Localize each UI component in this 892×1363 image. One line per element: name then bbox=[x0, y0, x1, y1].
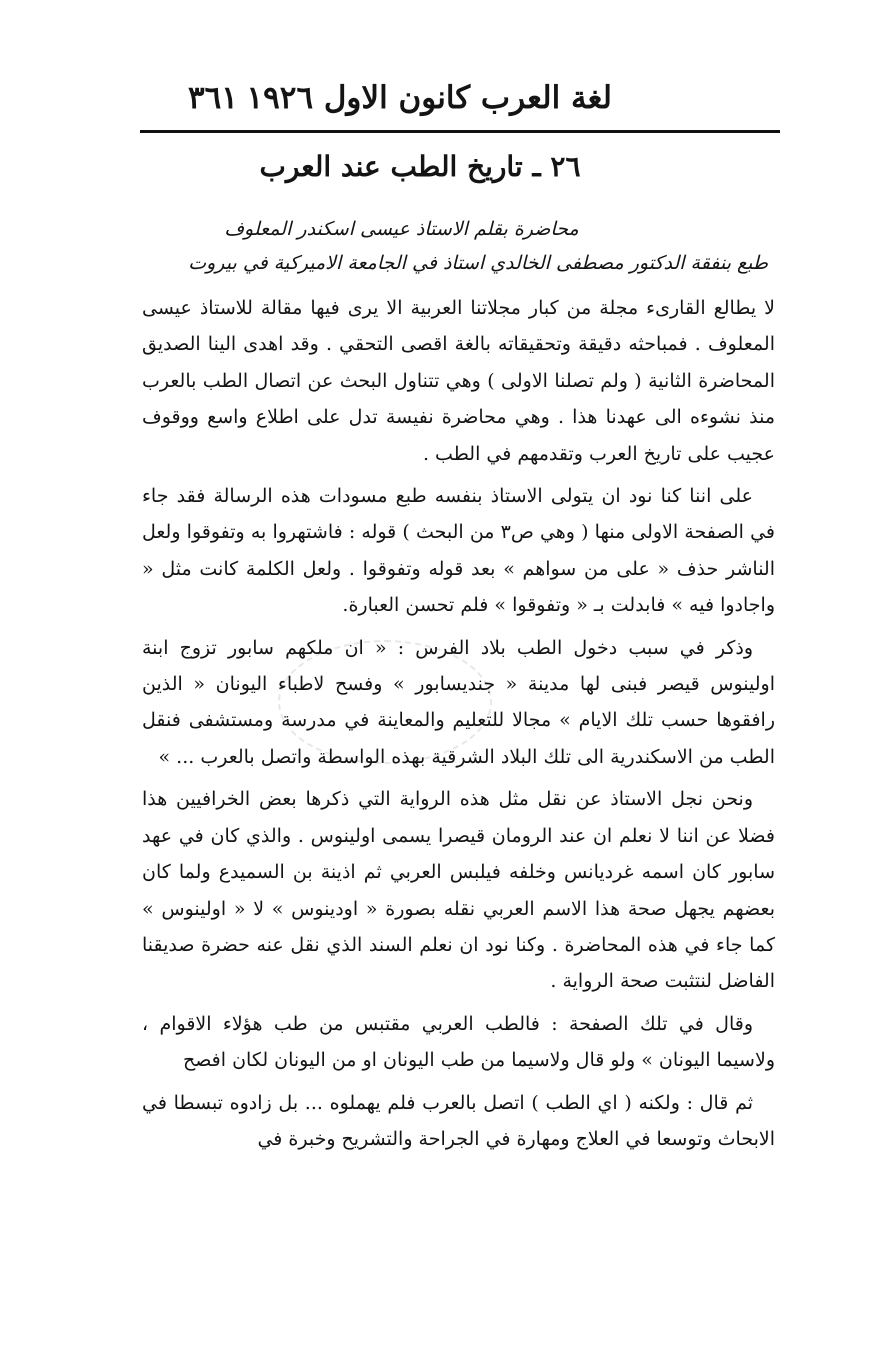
paragraph: وذكر في سبب دخول الطب بلاد الفرس : « ان ملكهم سابور تزوج ابنة اولينوس قيصر فبنى لها مدينة « جنديسابور » وفسح لاطباء اليونان « الذين رافقوها حسب تلك الايام » مجالا للتعليم والمعاينة في مدرسة ومستشفى فنقل الطب من الاسكندرية الى تلك البلاد الشرقية بهذه الواسطة واتصل بالعرب ... » bbox=[142, 636, 775, 768]
article-title: ٢٦ ـ تاريخ الطب عند العرب bbox=[259, 150, 581, 183]
paragraph: لا يطالع القارىء مجلة من كبار مجلاتنا العربية الا يرى فيها مقالة للاستاذ عيسى المعلوف . فمباحثه دقيقة وتحقيقاته بالغة اقصى التحقي . وقد اهدى الينا الصديق المحاضرة الثانية ( ولم تصلنا الاولى ) وهي تتناول البحث عن اتصال الطب بالعرب منذ نشوءه الى عهدنا هذا . وهي محاضرة نفيسة تدل على اطلاع واسع ووقوف عجيب على تاريخ العرب وتقدمهم في الطب . bbox=[142, 297, 775, 465]
paragraph: ونحن نجل الاستاذ عن نقل مثل هذه الرواية التي ذكرها بعض الخرافيين هذا فضلا عن اننا لا نعلم ان عند الرومان قيصرا يسمى اولينوس . والذي كان في عهد سابور كان اسمه غرديانس وخلفه فيلبس العربي ثم اذينة بن السميدع ولما كان بعضهم يجهل صحة هذا الاسم العربي نقله بصورة « اودينوس » لا « اولينوس » كما جاء في هذه المحاضرة . وكنا نود ان نعلم السند الذي نقل عنه حضرة صديقنا الفاضل لنتثبت صحة الرواية . bbox=[142, 788, 775, 993]
publication-note: طبع بنفقة الدكتور مصطفى الخالدي استاذ في الجامعة الاميركية في بيروت bbox=[188, 252, 768, 274]
running-header-title: لغة العرب كانون الاول ١٩٢٦ bbox=[246, 80, 612, 116]
article-byline: محاضرة بقلم الاستاذ عيسى اسكندر المعلوف bbox=[224, 218, 579, 240]
paragraph: على اننا كنا نود ان يتولى الاستاذ بنفسه طبع مسودات هذه الرسالة فقد جاء في الصفحة الاولى منها ( وهي ص٣ من البحث ) قوله : فاشتهروا به وتفوقوا ولعل الناشر حذف « على من سواهم » بعد قوله وتفوقوا . ولعل الكلمة كانت مثل « واجادوا فيه » فابدلت بـ « وتفوقوا » فلم تحسن العبارة. bbox=[142, 485, 775, 617]
paragraph: وقال في تلك الصفحة : فالطب العربي مقتبس من طب هؤلاء الاقوام ، ولاسيما اليونان » ولو قال ولاسيما من طب اليونان او من اليونان لكان افصح bbox=[142, 1012, 775, 1072]
header-rule bbox=[140, 130, 780, 133]
paragraph: ثم قال : ولكنه ( اي الطب ) اتصل بالعرب فلم يهملوه ... بل زادوه تبسطا في الابحاث وتوسعا في العلاج ومهارة في الجراحة والتشريح وخبرة في bbox=[142, 1091, 775, 1150]
running-header bbox=[140, 68, 780, 130]
article-body bbox=[142, 290, 775, 1163]
page-number: ٣٦١ bbox=[188, 80, 238, 116]
